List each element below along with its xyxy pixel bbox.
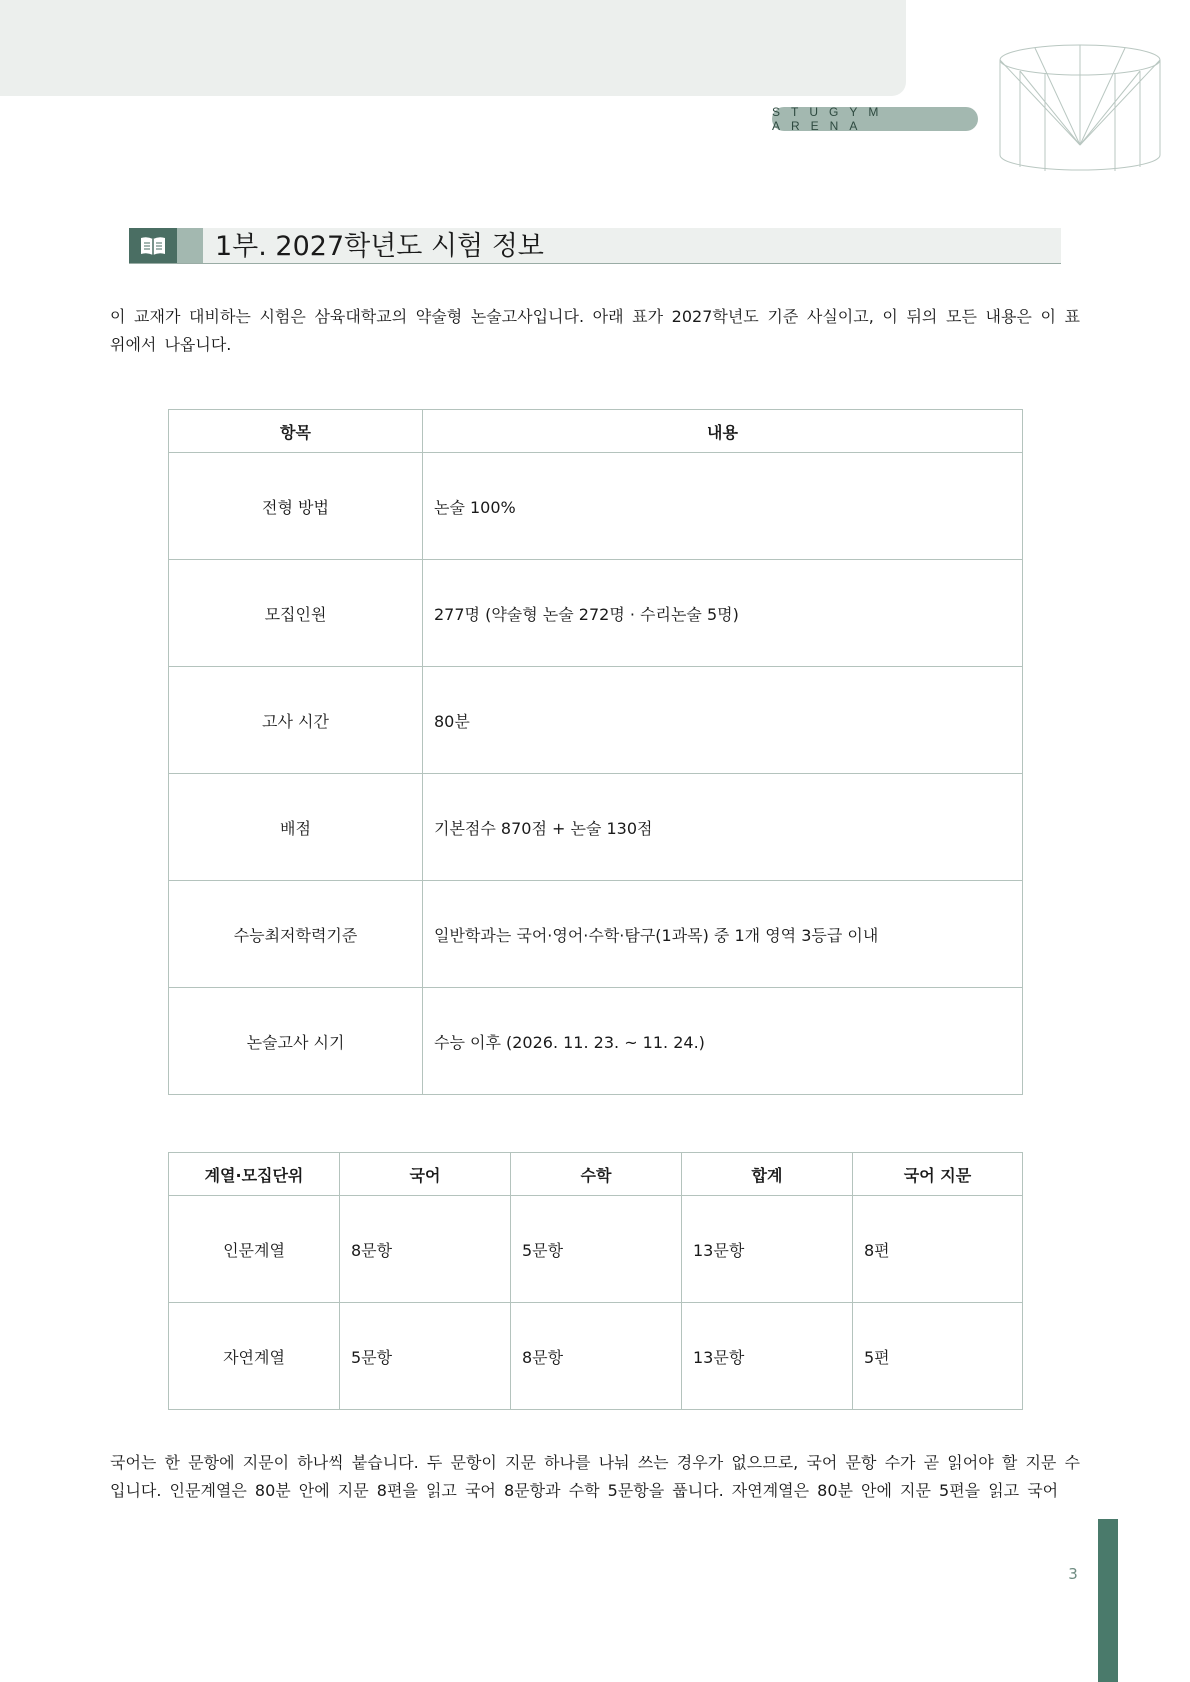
brand-label: STUGYM ARENA bbox=[772, 107, 978, 131]
table-row bbox=[169, 560, 1023, 667]
row-label: 전형 방법 bbox=[169, 453, 423, 560]
column-header: 항목 bbox=[169, 410, 423, 453]
row-value: 80분 bbox=[423, 667, 1023, 774]
row-value: 일반학과는 국어·영어·수학·탐구(1과목) 중 1개 영역 3등급 이내 bbox=[423, 881, 1023, 988]
table-row bbox=[169, 988, 1023, 1095]
column-header: 국어 지문 bbox=[853, 1153, 1023, 1196]
table-cell: 8편 bbox=[853, 1196, 1023, 1303]
table-row bbox=[169, 774, 1023, 881]
table-cell: 8문항 bbox=[340, 1196, 511, 1303]
page-number: 3 bbox=[1068, 1565, 1078, 1583]
table-row bbox=[169, 881, 1023, 988]
row-value: 기본점수 870점 + 논술 130점 bbox=[423, 774, 1023, 881]
table-header-row bbox=[169, 1153, 1023, 1196]
row-label: 수능최저학력기준 bbox=[169, 881, 423, 988]
row-label: 자연계열 bbox=[169, 1303, 340, 1410]
row-value: 수능 이후 (2026. 11. 23. ~ 11. 24.) bbox=[423, 988, 1023, 1095]
section-title: 1부. 2027학년도 시험 정보 bbox=[215, 231, 544, 262]
table-cell: 5문항 bbox=[340, 1303, 511, 1410]
header-band bbox=[0, 0, 906, 96]
section-icon-box bbox=[129, 228, 177, 263]
table-row bbox=[169, 667, 1023, 774]
section-heading bbox=[129, 228, 1061, 264]
column-header: 국어 bbox=[340, 1153, 511, 1196]
row-label: 모집인원 bbox=[169, 560, 423, 667]
table-cell: 13문항 bbox=[682, 1196, 853, 1303]
column-header: 계열·모집단위 bbox=[169, 1153, 340, 1196]
column-header: 합계 bbox=[682, 1153, 853, 1196]
table-header-row bbox=[169, 410, 1023, 453]
column-header: 내용 bbox=[423, 410, 1023, 453]
table-cell: 13문항 bbox=[682, 1303, 853, 1410]
exam-info-table bbox=[168, 409, 1023, 1095]
row-value: 277명 (약술형 논술 272명 · 수리논술 5명) bbox=[423, 560, 1023, 667]
table-cell: 5편 bbox=[853, 1303, 1023, 1410]
row-label: 고사 시간 bbox=[169, 667, 423, 774]
row-label: 논술고사 시기 bbox=[169, 988, 423, 1095]
open-book-icon bbox=[139, 235, 167, 257]
section-accent-strip bbox=[177, 228, 203, 263]
intro-paragraph: 이 교재가 대비하는 시험은 삼육대학교의 약술형 논술고사입니다. 아래 표가 2027학년도 기준 사실이고, 이 뒤의 모든 내용은 이 표 위에서 나옵니다. bbox=[110, 307, 1080, 354]
page-edge-bar bbox=[1098, 1519, 1118, 1682]
question-count-table bbox=[168, 1152, 1023, 1410]
table-cell: 8문항 bbox=[511, 1303, 682, 1410]
table-row bbox=[169, 453, 1023, 560]
table-row bbox=[169, 1196, 1023, 1303]
row-label: 인문계열 bbox=[169, 1196, 340, 1303]
outro-paragraph: 국어는 한 문항에 지문이 하나씩 붙습니다. 두 문항이 지문 하나를 나눠 쓰는 경우가 없으므로, 국어 문항 수가 곧 읽어야 할 지문 수입니다. 인문계열은 80분 안에 지문 8편을 읽고 국어 8문항과 수학 5문항을 풉니다. 자연계열은 80분 안에 지문 5편을 읽고 국어 bbox=[110, 1453, 1080, 1500]
row-value: 논술 100% bbox=[423, 453, 1023, 560]
cone-illustration bbox=[995, 40, 1165, 175]
table-cell: 5문항 bbox=[511, 1196, 682, 1303]
column-header: 수학 bbox=[511, 1153, 682, 1196]
table-row bbox=[169, 1303, 1023, 1410]
row-label: 배점 bbox=[169, 774, 423, 881]
